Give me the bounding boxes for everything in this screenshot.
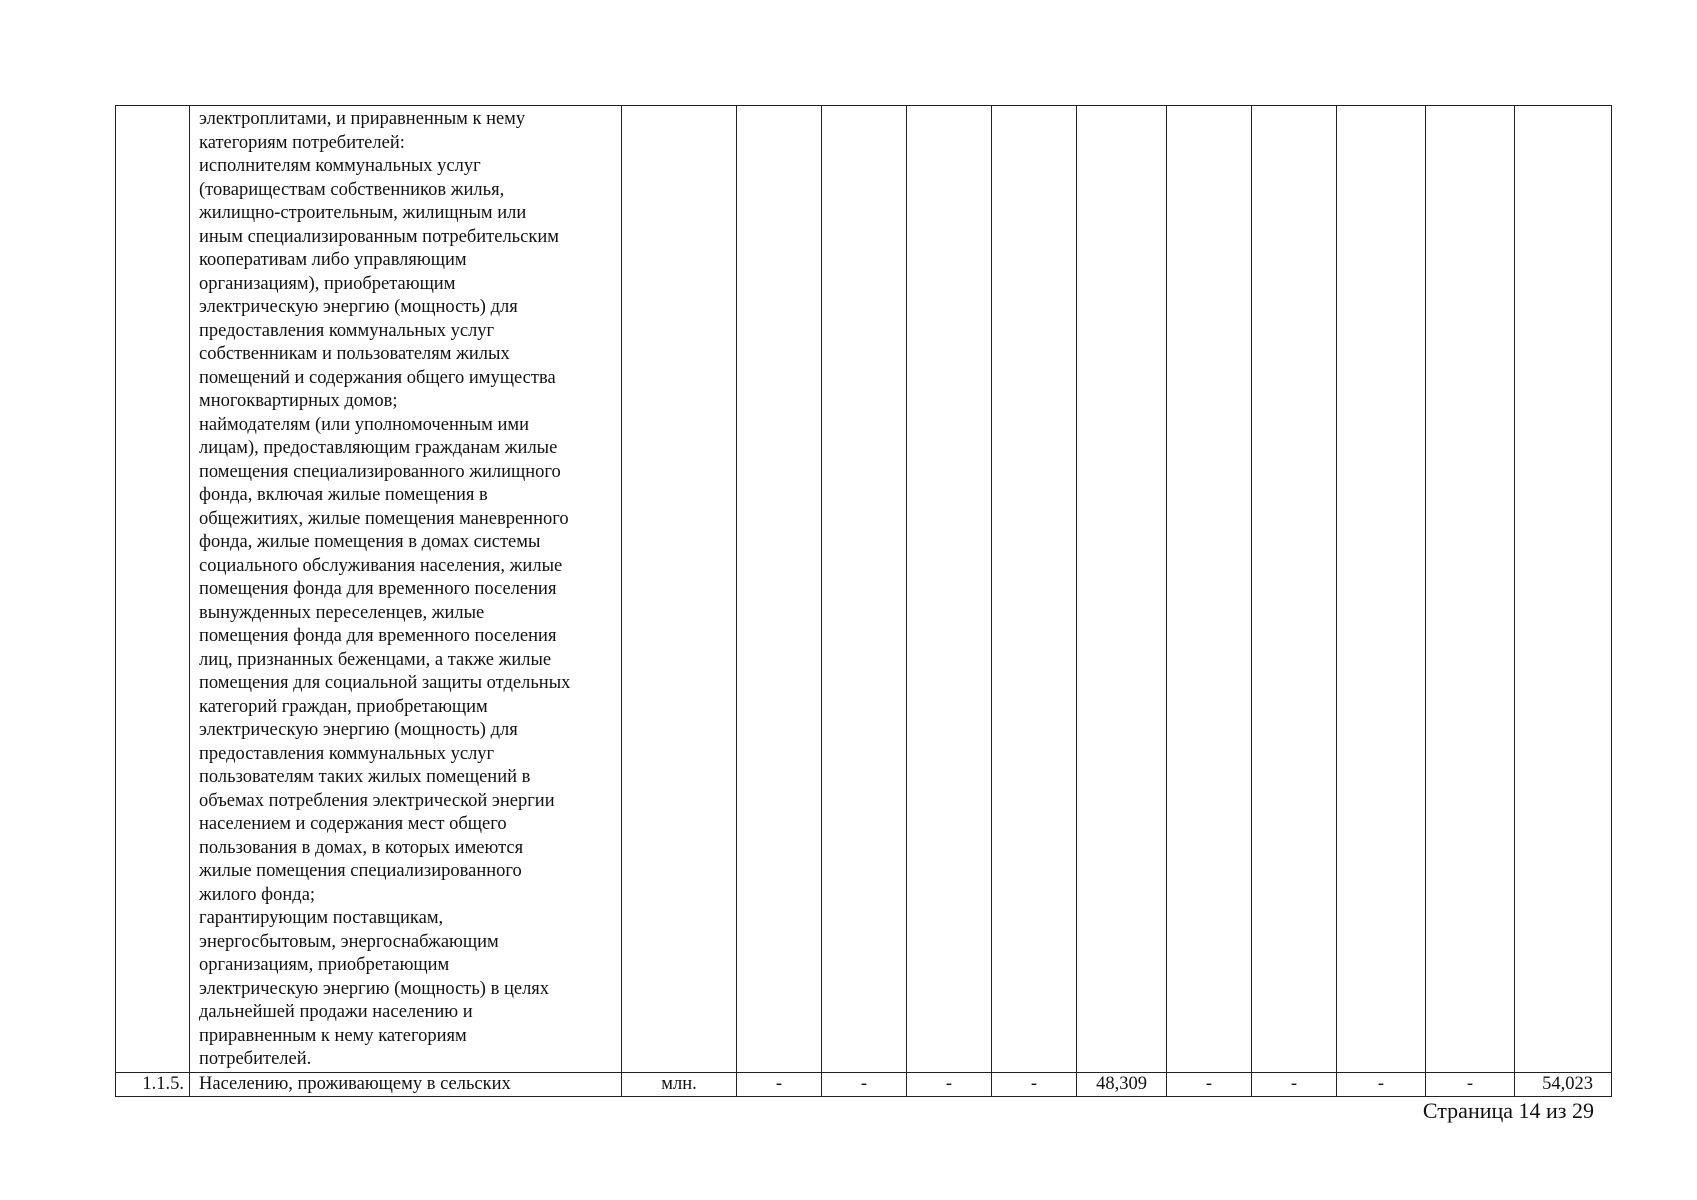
description-line: помещения фонда для временного поселения — [199, 579, 557, 599]
description-text — [199, 108, 615, 1072]
row-number-cell — [116, 106, 190, 1073]
description-line: (товариществам собственников жилья, — [199, 179, 505, 200]
description-line: помещений и содержания общего имущества — [199, 367, 556, 388]
description-line: населением и содержания мест общего — [199, 814, 507, 834]
value-cell — [1337, 106, 1426, 1073]
value-cell — [1515, 106, 1612, 1073]
value-cell: - — [992, 1072, 1077, 1096]
table-row — [116, 1072, 1612, 1096]
description-line: категориям потребителей: — [199, 132, 405, 153]
row-number-cell: 1.1.5. — [116, 1072, 190, 1096]
value-cell: 48,309 — [1077, 1072, 1167, 1096]
description-cell: Населению, проживающему в сельских — [190, 1072, 622, 1096]
value-cell — [992, 106, 1077, 1073]
description-line: электроплитами, и приравненным к нему — [199, 109, 526, 129]
description-line: пользования в домах, в которых имеются — [199, 837, 524, 858]
value-cell: - — [822, 1072, 907, 1096]
value-cell — [907, 106, 992, 1073]
value-cell: - — [1252, 1072, 1337, 1096]
unit-cell — [622, 106, 737, 1073]
description-line: фонда, жилые помещения в домах системы — [199, 532, 541, 552]
value-cell — [737, 106, 822, 1073]
description-line: предоставления коммунальных услуг — [199, 320, 495, 341]
value-cell — [1167, 106, 1252, 1073]
description-line: жилого фонда; — [199, 884, 316, 905]
description-line: приравненным к нему категориям — [199, 1025, 467, 1046]
table-row — [116, 106, 1612, 1073]
description-line: предоставления коммунальных услуг — [199, 743, 495, 764]
description-line: электрическую энергию (мощность) для — [199, 720, 518, 740]
description-line: социального обслуживания населения, жилые — [199, 555, 563, 576]
value-cell — [1077, 106, 1167, 1073]
description-line: электрическую энергию (мощность) для — [199, 297, 518, 317]
unit-cell: млн. — [622, 1072, 737, 1096]
description-line: категорий граждан, приобретающим — [199, 696, 488, 717]
description-line: собственникам и пользователям жилых — [199, 344, 510, 364]
description-line: дальнейшей продажи населению и — [199, 1002, 473, 1022]
value-cell: 54,023 — [1515, 1072, 1612, 1096]
description-line: исполнителям коммунальных услуг — [199, 156, 481, 176]
value-cell: - — [907, 1072, 992, 1096]
description-line: кооперативам либо управляющим — [199, 250, 467, 270]
description-line: помещения специализированного жилищного — [199, 461, 561, 482]
description-line: помещения фонда для временного поселения — [199, 626, 557, 646]
description-cell — [190, 106, 622, 1073]
description-line: фонда, включая жилые помещения в — [199, 485, 488, 505]
value-cell: - — [737, 1072, 822, 1096]
description-line: лиц, признанных беженцами, а также жилые — [199, 649, 552, 670]
description-line: гарантирующим поставщикам, — [199, 908, 444, 928]
description-line: жилищно-строительным, жилищным или — [199, 203, 527, 223]
page-number: Страница 14 из 29 — [1422, 1098, 1594, 1123]
description-line: многоквартирных домов; — [199, 391, 398, 411]
value-cell — [1252, 106, 1337, 1073]
description-line: лицам), предоставляющим гражданам жилые — [199, 438, 558, 458]
value-cell — [1426, 106, 1515, 1073]
description-line: организациям), приобретающим — [199, 273, 456, 294]
description-line: вынужденных переселенцев, жилые — [199, 602, 485, 623]
value-cell: - — [1426, 1072, 1515, 1096]
description-line: помещения для социальной защиты отдельных — [199, 673, 571, 693]
description-line: объемах потребления электрической энергии — [199, 790, 555, 811]
description-line: организациям, приобретающим — [199, 955, 450, 975]
description-line: пользователям таких жилых помещений в — [199, 767, 531, 787]
value-cell: - — [1167, 1072, 1252, 1096]
description-line: общежитиях, жилые помещения маневренного — [199, 508, 569, 529]
description-line: энергосбытовым, энергоснабжающим — [199, 931, 499, 952]
description-line: наймодателям (или уполномоченным ими — [199, 414, 530, 435]
description-line: потребителей. — [199, 1049, 312, 1069]
data-table — [115, 105, 1612, 1097]
value-cell — [822, 106, 907, 1073]
description-line: жилые помещения специализированного — [199, 861, 522, 881]
value-cell: - — [1337, 1072, 1426, 1096]
description-line: электрическую энергию (мощность) в целях — [199, 978, 550, 999]
description-line: иным специализированным потребительским — [199, 226, 559, 247]
